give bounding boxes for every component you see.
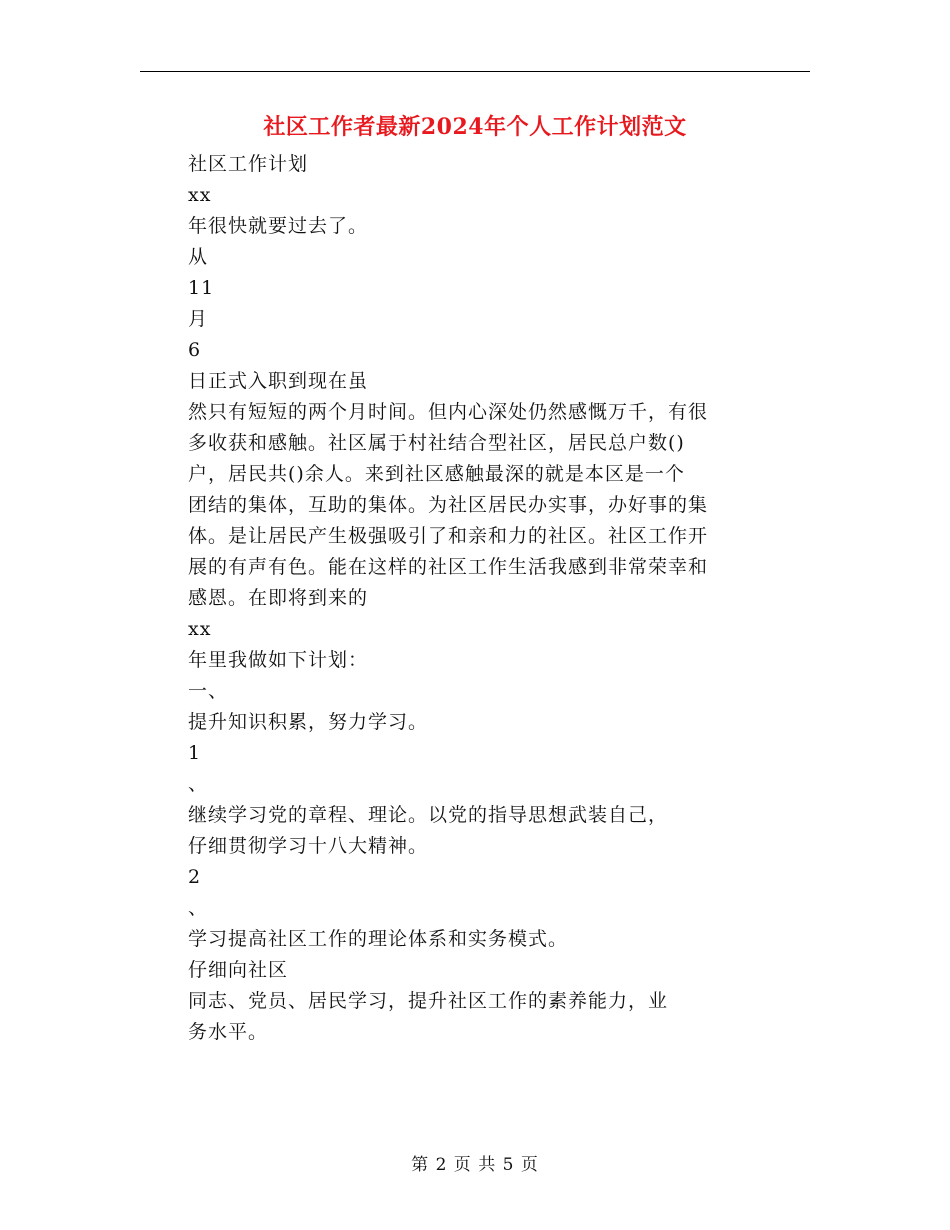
- header-rule: [140, 71, 810, 72]
- body-line: xx: [188, 618, 212, 640]
- body-line: 年里我做如下计划：: [188, 649, 369, 671]
- body-line: 社区工作计划: [188, 153, 309, 175]
- body-line: 仔细贯彻学习十八大精神。: [188, 835, 429, 857]
- body-line: 户，居民共()余人。来到社区感触最深的就是本区是一个: [188, 463, 685, 485]
- body-line: 月: [188, 308, 209, 330]
- body-line: 、: [188, 773, 209, 795]
- document-title: 社区工作者最新2024年个人工作计划范文: [263, 114, 687, 140]
- body-line: 感恩。在即将到来的: [188, 587, 369, 609]
- body-line: 然只有短短的两个月时间。但内心深处仍然感慨万千，有很: [188, 401, 709, 423]
- body-line: 学习提高社区工作的理论体系和实务模式。: [188, 928, 569, 950]
- body-line: 2: [188, 866, 202, 888]
- body-line: 11: [188, 277, 215, 299]
- body-line: 提升知识积累，努力学习。: [188, 711, 429, 733]
- body-line: 1: [188, 742, 202, 764]
- body-line: 展的有声有色。能在这样的社区工作生活我感到非常荣幸和: [188, 556, 709, 578]
- body-line: xx: [188, 184, 212, 206]
- body-line: 日正式入职到现在虽: [188, 370, 369, 392]
- body-line: 年很快就要过去了。: [188, 215, 369, 237]
- document-body: [188, 149, 788, 1048]
- body-line: 继续学习党的章程、理论。以党的指导思想武装自己，: [188, 804, 669, 826]
- body-line: 一、: [188, 680, 229, 702]
- body-line: 同志、党员、居民学习，提升社区工作的素养能力，业: [188, 990, 669, 1012]
- body-line: 6: [188, 339, 202, 361]
- body-line: 团结的集体，互助的集体。为社区居民办实事，办好事的集: [188, 494, 709, 516]
- body-line: 体。是让居民产生极强吸引了和亲和力的社区。社区工作开: [188, 525, 709, 547]
- body-line: 多收获和感触。社区属于村社结合型社区，居民总户数(): [188, 432, 685, 454]
- body-line: 务水平。: [188, 1021, 269, 1043]
- page-number-footer: 第 2 页 共 5 页: [411, 1155, 539, 1175]
- body-line: 、: [188, 897, 209, 919]
- body-line: 从: [188, 246, 209, 268]
- body-line: 仔细向社区: [188, 959, 289, 981]
